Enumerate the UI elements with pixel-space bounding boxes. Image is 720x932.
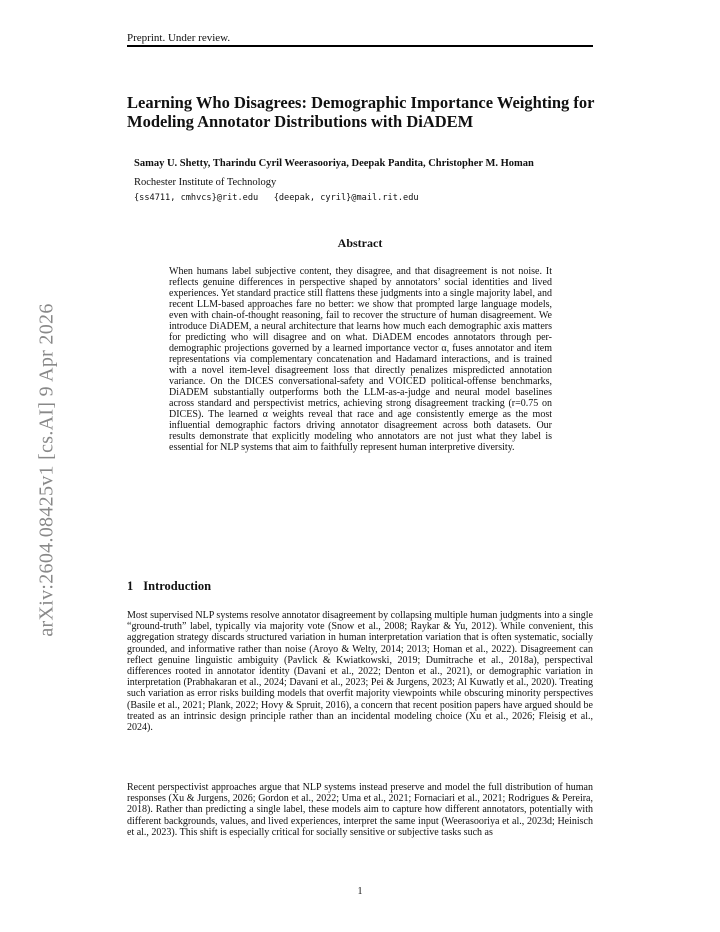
- abstract-body: [169, 266, 552, 453]
- author-emails: {ss4711, cmhvcs}@rit.edu {deepak, cyril}@mail.rit.edu: [134, 193, 419, 203]
- abstract-text: When humans label subjective content, they disagree, and that disagreement is not noise. It reflects genuine differences in perspective shaped by annotators’ social identities and lived experiences. Yet standard practice still flattens these judgments into a single majority label, and recent LLM-based approaches fare no better: we show that prompted large language models, even with chain-of-thought reasoning, fail to recover the structure of human disagreement. We introduce DiADEM, a neural architecture that learns how much each demographic axis matters for predicting who will disagree and on what. DiADEM encodes annotators through per-demographic projections governed by a learned importance vector α, fuses annotator and item representations via complementary concatenation and Hadamard interactions, and is trained with a novel item-level disagreement loss that directly penalizes mispredicted annotation variance. On the DICES conversational-safety and VOICED political-offense benchmarks, DiADEM substantially outperforms both the LLM-as-a-judge and neural model baselines across standard and perspectivist metrics, achieving strong disagreement tracking (r=0.75 on DICES). The learned α weights reveal that race and age consistently emerge as the most influential demographic factors driving annotator disagreement across both datasets. Our results demonstrate that explicitly modeling who annotators are not just what they label is essential for NLP systems that aim to faithfully represent human interpretive diversity.: [169, 266, 552, 453]
- affiliation: Rochester Institute of Technology: [134, 177, 277, 188]
- page-number: 1: [357, 886, 363, 897]
- author-list: Samay U. Shetty, Tharindu Cyril Weerasooriya, Deepak Pandita, Christopher M. Homan: [134, 158, 534, 169]
- paper-title: Learning Who Disagrees: Demographic Importance Weighting for Modeling Annotator Distributions with DiADEM: [127, 93, 595, 131]
- section-title: Introduction: [143, 579, 212, 593]
- paragraph-text: Most supervised NLP systems resolve annotator disagreement by collapsing multiple human judgments into a single “ground-truth” label, typically via majority vote (Snow et al., 2008; Raykar & Yu, 2012). While convenient, this aggregation strategy discards structured variation in human interpretation variation that is often systematic, socially grounded, and informative rather than noise (Aroyo & Welty, 2014; 2013; Homan et al., 2022). Disagreement can reflect genuine linguistic ambiguity (Pavlick & Kwiatkowski, 2019; Dumitrache et al., 2018a), perspectival differences rooted in annotator identity (Davani et al., 2022; Denton et al., 2021), or demographic variation in interpretation (Prabhakaran et al., 2024; Davani et al., 2023; Pei & Jurgens, 2023; Al Kuwatly et al., 2020). Treating such variation as error risks building models that overfit majority viewpoints while obscuring minority perspectives (Basile et al., 2021; Plank, 2022; Hovy & Spruit, 2016), a concern that recent position papers have argued should be treated as an intrinsic design principle rather than an incidental modeling choice (Xu et al., 2026; Fleisig et al., 2024).: [127, 610, 593, 734]
- running-head: Preprint. Under review.: [127, 32, 231, 44]
- abstract-heading: Abstract: [337, 236, 383, 250]
- intro-paragraph-2: [127, 782, 593, 838]
- section-number: 1: [127, 579, 134, 593]
- intro-paragraph-1: [127, 610, 593, 733]
- section-heading: [127, 579, 211, 594]
- arxiv-identifier[interactable]: arXiv:2604.08425v1 [cs.AI] 9 Apr 2026: [35, 303, 58, 637]
- header-rule: [127, 45, 593, 47]
- paragraph-text: Recent perspectivist approaches argue that NLP systems instead preserve and model the full distribution of human responses (Xu & Jurgens, 2026; Gordon et al., 2022; Uma et al., 2021; Fornaciari et al., 2021; Rodrigues & Pereira, 2018). Rather than predicting a single label, these models aim to capture how different annotators, potentially with different backgrounds, values, and lived experiences, interpret the same input (Weerasooriya et al., 2023d; Heinisch et al., 2023). This shift is especially critical for socially sensitive or subjective tasks such as: [127, 782, 593, 838]
